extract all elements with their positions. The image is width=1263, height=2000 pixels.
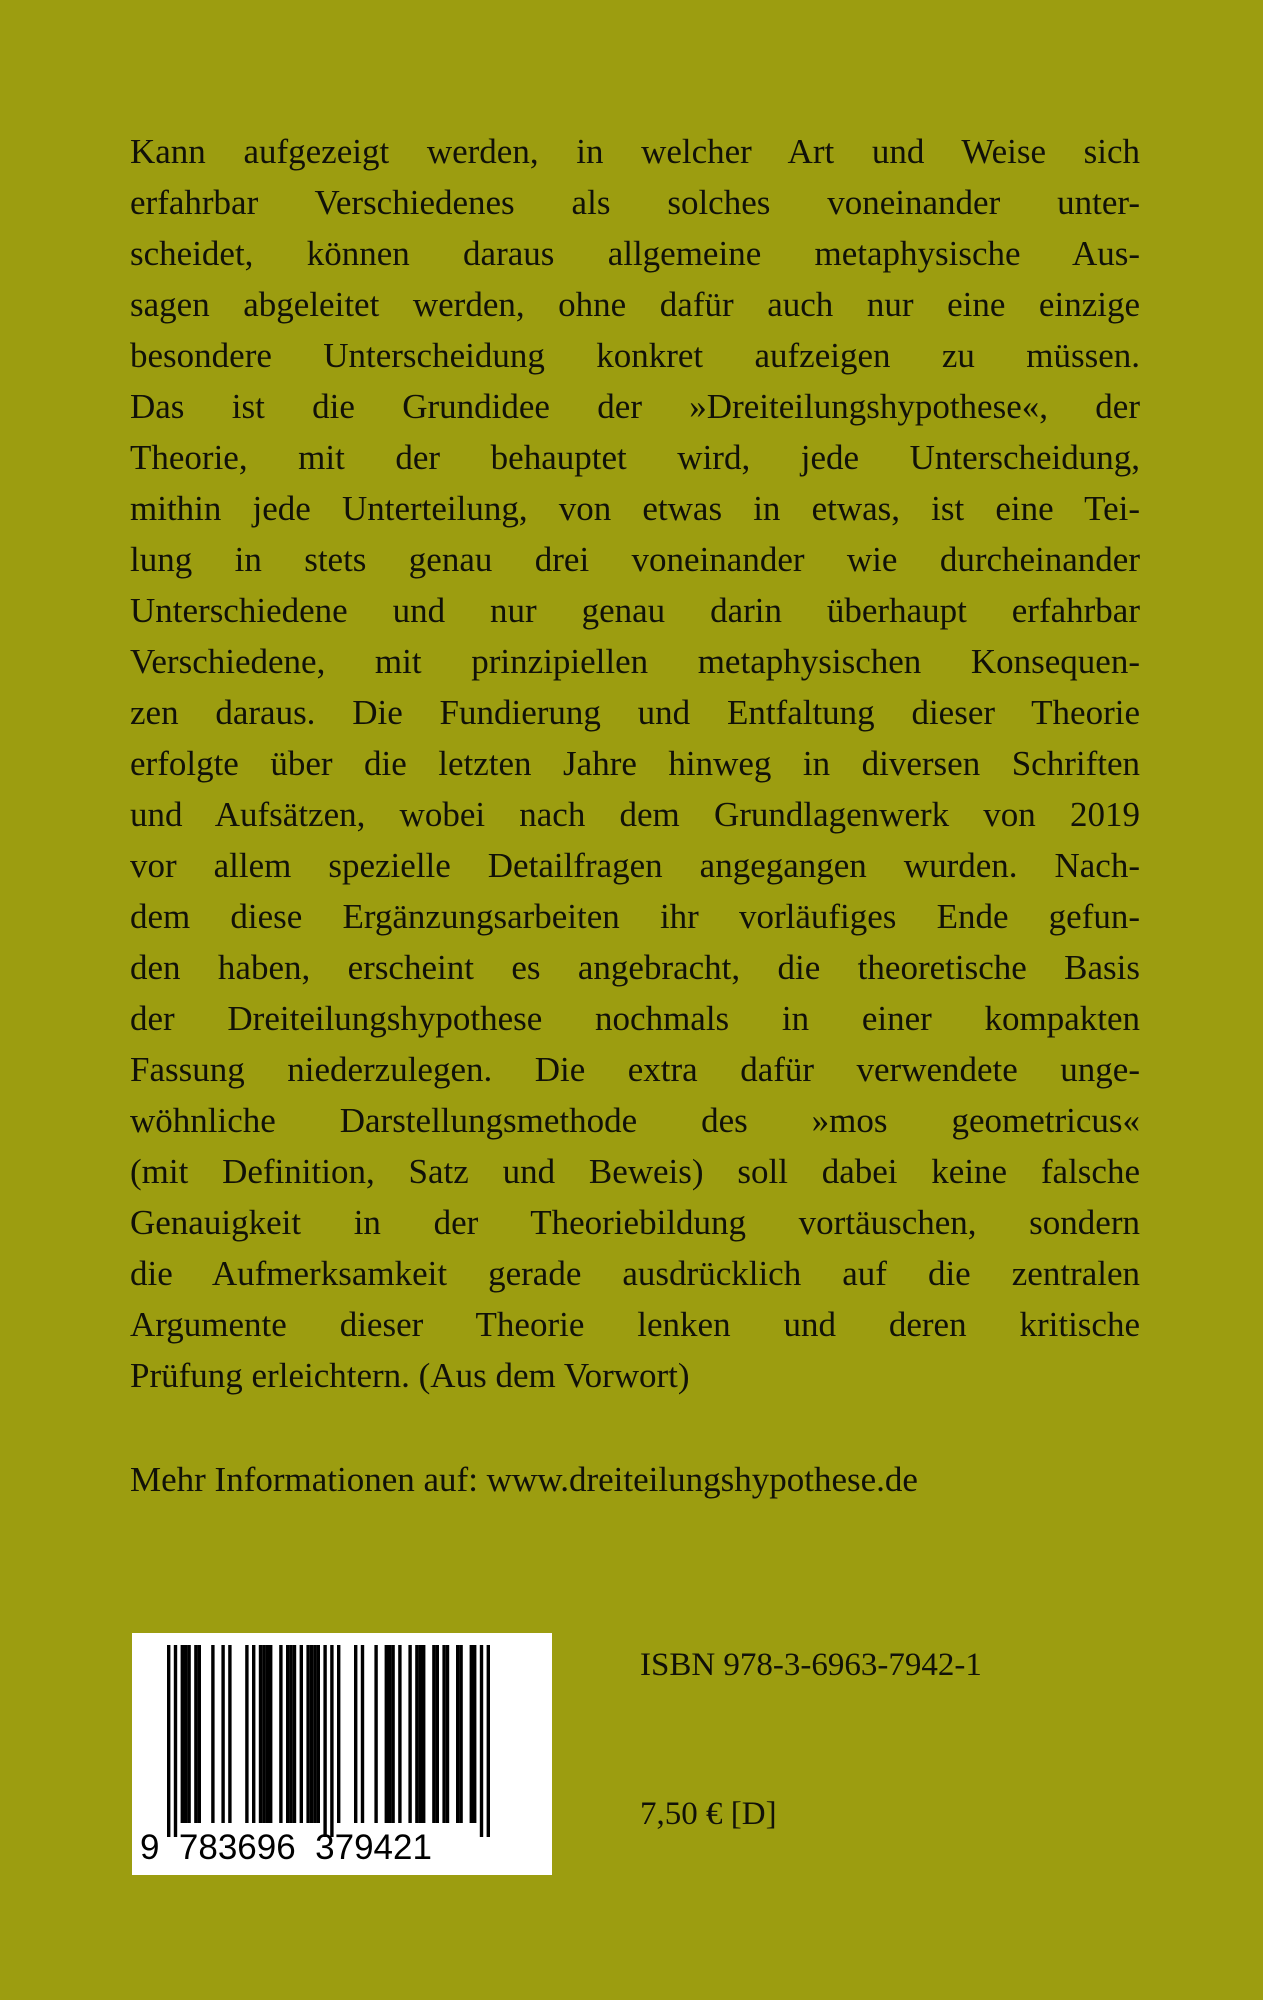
barcode-bar: [354, 1645, 357, 1823]
barcode-bar: [184, 1645, 187, 1823]
barcode-guard-bar: [330, 1645, 333, 1837]
blurb-line: erfahrbar Verschiedenes als solches voneinander unter-: [130, 183, 1140, 222]
barcode-bar: [269, 1645, 272, 1823]
barcode-bar: [289, 1645, 292, 1823]
blurb-line: Verschiedene, mit prinzipiellen metaphysischen Konsequen-: [130, 642, 1140, 681]
blurb-line: Prüfung erleichtern. (Aus dem Vorwort): [130, 1356, 690, 1395]
barcode-guard-bar: [174, 1645, 177, 1837]
blurb-line: lung in stets genau drei voneinander wie durcheinander: [130, 540, 1140, 579]
barcode-bar: [306, 1645, 309, 1823]
barcode-bar: [361, 1645, 364, 1823]
barcode-bar: [194, 1645, 197, 1823]
blurb-line: und Aufsätzen, wobei nach dem Grundlagenwerk von 2019: [130, 795, 1140, 834]
barcode-graphic: [132, 1633, 552, 1875]
barcode: [132, 1633, 552, 1875]
blurb-line: vor allem spezielle Detailfragen angegangen wurden. Nach-: [130, 846, 1140, 885]
blurb-line: Theorie, mit der behauptet wird, jede Unterscheidung,: [130, 438, 1140, 477]
barcode-bar: [187, 1645, 190, 1823]
barcode-bar: [252, 1645, 255, 1823]
blurb-line: Unterschiedene und nur genau darin überhaupt erfahrbar: [130, 591, 1140, 630]
blurb-line: Das ist die Grundidee der »Dreiteilungshypothese«, der: [130, 387, 1140, 426]
barcode-bar: [398, 1645, 401, 1823]
barcode-bar: [262, 1645, 265, 1823]
barcode-bar: [313, 1645, 316, 1823]
barcode-guard-bar: [487, 1645, 490, 1837]
price-label: 7,50 € [D]: [640, 1796, 777, 1832]
blurb-line: der Dreiteilungshypothese nochmals in einer kompakten: [130, 999, 1140, 1038]
barcode-digits: 9 783696 379421: [140, 1828, 432, 1867]
blurb-line: die Aufmerksamkeit gerade ausdrücklich auf die zentralen: [130, 1254, 1140, 1293]
barcode-guard-bar: [323, 1645, 326, 1837]
blurb-line: sagen abgeleitet werden, ohne dafür auch nur eine einzige: [130, 285, 1140, 324]
barcode-bar: [419, 1645, 422, 1823]
barcode-bar: [422, 1645, 425, 1823]
barcode-guard-bar: [480, 1645, 483, 1837]
more-info-link-text: Mehr Informationen auf: www.dreiteilungshypothese.de: [130, 1460, 918, 1499]
barcode-bar: [279, 1645, 282, 1823]
barcode-bar: [181, 1645, 184, 1823]
blurb-line: wöhnliche Darstellungsmethode des »mos geometricus«: [130, 1101, 1140, 1140]
barcode-bar: [293, 1645, 296, 1823]
barcode-bar: [286, 1645, 289, 1823]
barcode-bar: [221, 1645, 224, 1823]
barcode-bar: [245, 1645, 248, 1823]
blurb-line: zen daraus. Die Fundierung und Entfaltung dieser Theorie: [130, 693, 1140, 732]
barcode-guard-bar: [167, 1645, 170, 1837]
blurb-line: Fassung niederzulegen. Die extra dafür verwendete unge-: [130, 1050, 1140, 1089]
blurb-line: scheidet, können daraus allgemeine metaphysische Aus-: [130, 234, 1140, 273]
blurb-line: den haben, erscheint es angebracht, die theoretische Basis: [130, 948, 1140, 987]
barcode-bar: [436, 1645, 439, 1823]
barcode-bar: [391, 1645, 394, 1823]
barcode-bar: [459, 1645, 462, 1823]
barcode-bar: [259, 1645, 262, 1823]
barcode-bar: [266, 1645, 269, 1823]
barcode-bar: [415, 1645, 418, 1823]
barcode-bar: [228, 1645, 231, 1823]
barcode-bar: [337, 1645, 340, 1823]
barcode-bar: [317, 1645, 320, 1823]
barcode-bar: [473, 1645, 476, 1823]
barcode-bar: [408, 1645, 411, 1823]
barcode-bar: [456, 1645, 459, 1823]
barcode-bar: [385, 1645, 388, 1823]
blurb-line: (mit Definition, Satz und Beweis) soll dabei keine falsche: [130, 1152, 1140, 1191]
barcode-bar: [432, 1645, 435, 1823]
barcode-bar: [198, 1645, 201, 1823]
barcode-bar: [470, 1645, 473, 1823]
blurb-line: mithin jede Unterteilung, von etwas in etwas, ist eine Tei-: [130, 489, 1140, 528]
barcode-bar: [300, 1645, 303, 1823]
blurb-line: Kann aufgezeigt werden, in welcher Art und Weise sich: [130, 132, 1140, 171]
blurb-line: Genauigkeit in der Theoriebildung vortäuschen, sondern: [130, 1203, 1140, 1242]
blurb-line: besondere Unterscheidung konkret aufzeigen zu müssen.: [130, 336, 1140, 375]
blurb-line: Argumente dieser Theorie lenken und deren kritische: [130, 1305, 1140, 1344]
blurb-line: dem diese Ergänzungsarbeiten ihr vorläufiges Ende gefun-: [130, 897, 1140, 936]
blurb-text: [130, 126, 1140, 1401]
barcode-bar: [374, 1645, 377, 1823]
barcode-bars: [167, 1645, 490, 1837]
barcode-bar: [211, 1645, 214, 1823]
blurb-line: erfolgte über die letzten Jahre hinweg in diversen Schriften: [130, 744, 1140, 783]
barcode-bar: [310, 1645, 313, 1823]
isbn-number: ISBN 978-3-6963-7942-1: [640, 1647, 982, 1683]
barcode-bar: [388, 1645, 391, 1823]
barcode-bar: [446, 1645, 449, 1823]
barcode-bar: [442, 1645, 445, 1823]
